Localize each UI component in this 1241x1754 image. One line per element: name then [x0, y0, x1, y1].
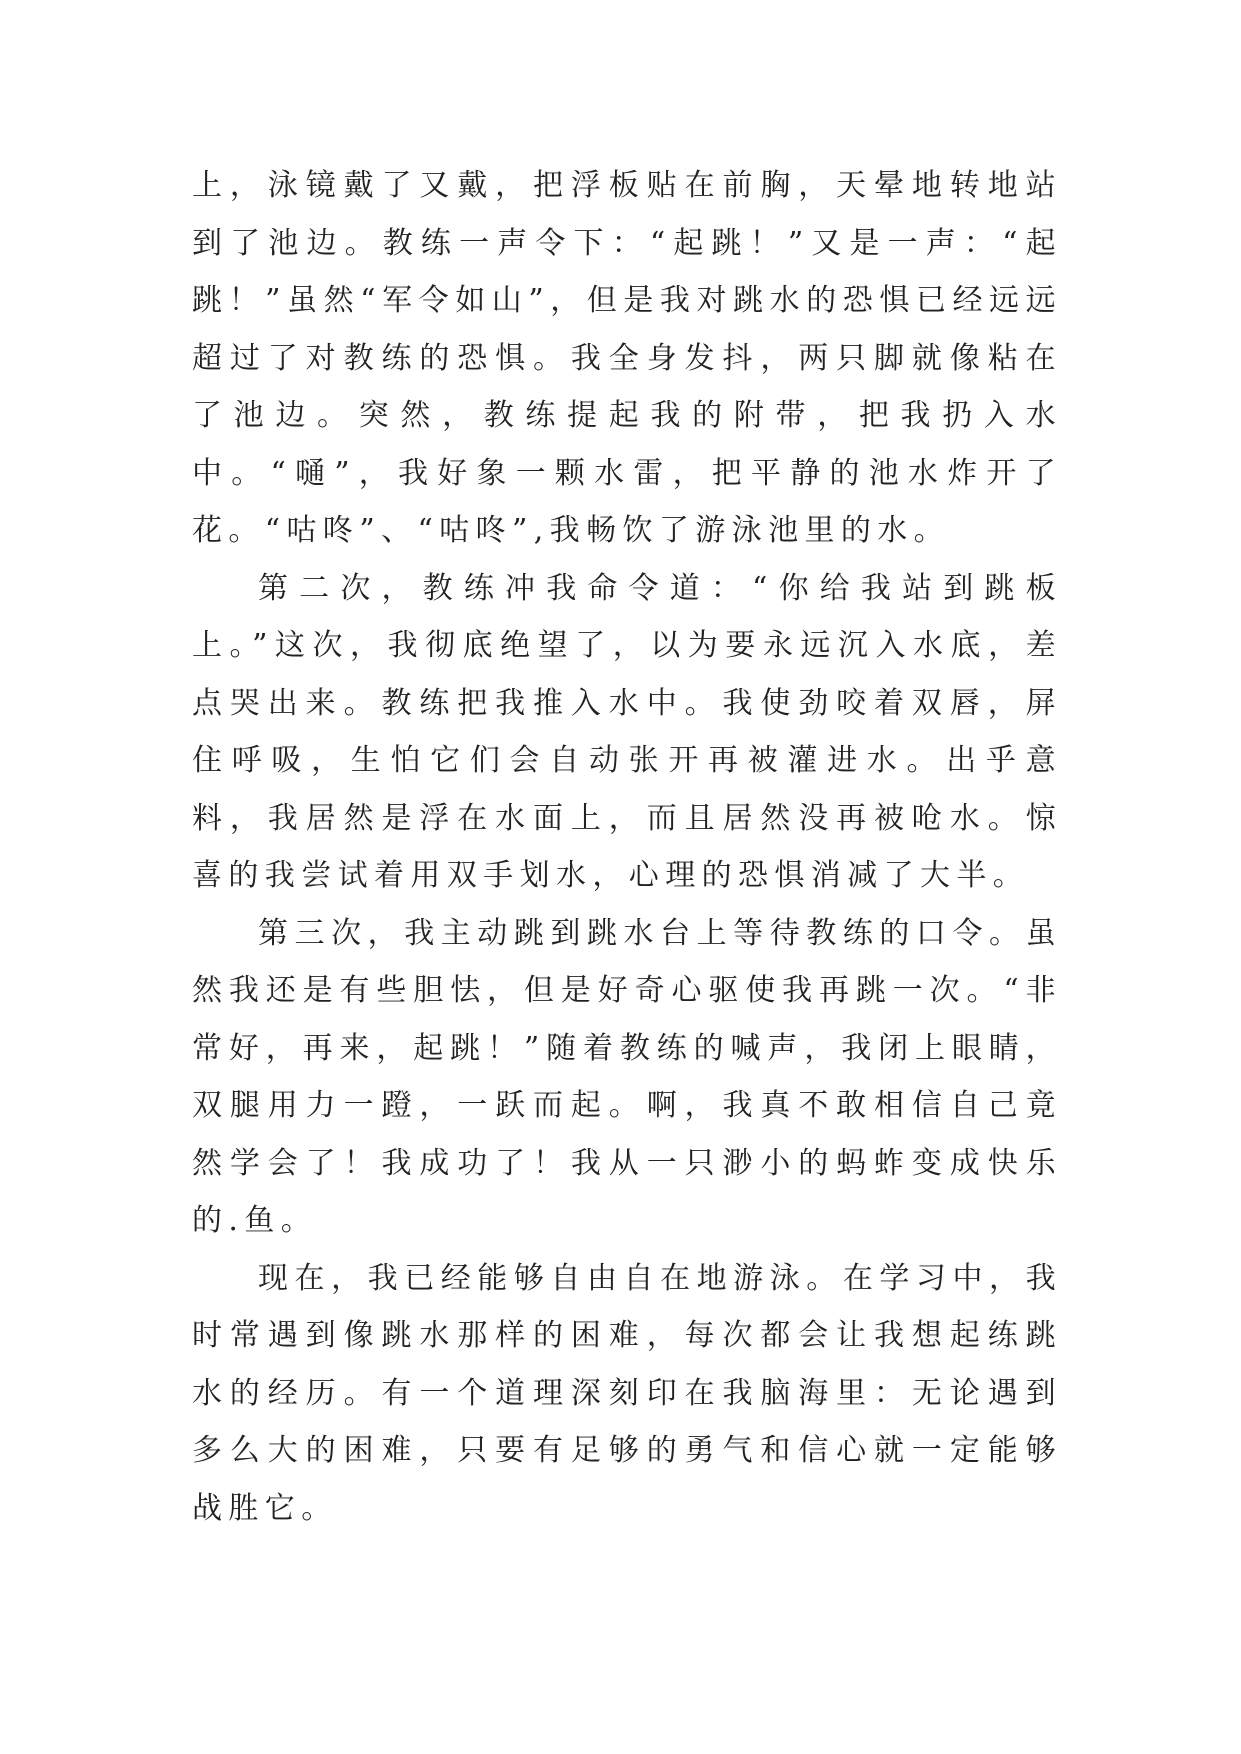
paragraph-4: 现在，我已经能够自由自在地游泳。在学习中，我时常遇到像跳水那样的困难，每次都会让我想起练跳水的经历。有一个道理深刻印在我脑海里：无论遇到多么大的困难，只要有足够的勇气和信心就一定能够战胜它。: [192, 1260, 1062, 1526]
document-body: [192, 157, 1062, 1537]
paragraph-2: 第二次，教练冲我命令道：“你给我站到跳板上。”这次，我彻底绝望了，以为要永远沉入水底，差点哭出来。教练把我推入水中。我使劲咬着双唇，屏住呼吸，生怕它们会自动张开再被灌进水。出乎意料，我居然是浮在水面上，而且居然没再被呛水。惊喜的我尝试着用双手划水，心理的恐惧消减了大半。: [192, 570, 1062, 893]
paragraph-3: 第三次，我主动跳到跳水台上等待教练的口令。虽然我还是有些胆怯，但是好奇心驱使我再跳一次。“非常好，再来，起跳！”随着教练的喊声，我闭上眼睛，双腿用力一蹬，一跃而起。啊，我真不敢相信自己竟然学会了！我成功了！我从一只渺小的蚂蚱变成快乐的.鱼。: [192, 915, 1062, 1238]
paragraph-1: 上，泳镜戴了又戴，把浮板贴在前胸，天晕地转地站到了池边。教练一声令下：“起跳！”又是一声：“起跳！”虽然“军令如山”，但是我对跳水的恐惧已经远远超过了对教练的恐惧。我全身发抖，两只脚就像粘在了池边。突然，教练提起我的附带，把我扔入水中。“嗵”，我好象一颗水雷，把平静的池水炸开了花。“咕咚”、“咕咚”,我畅饮了游泳池里的水。: [192, 168, 1062, 548]
